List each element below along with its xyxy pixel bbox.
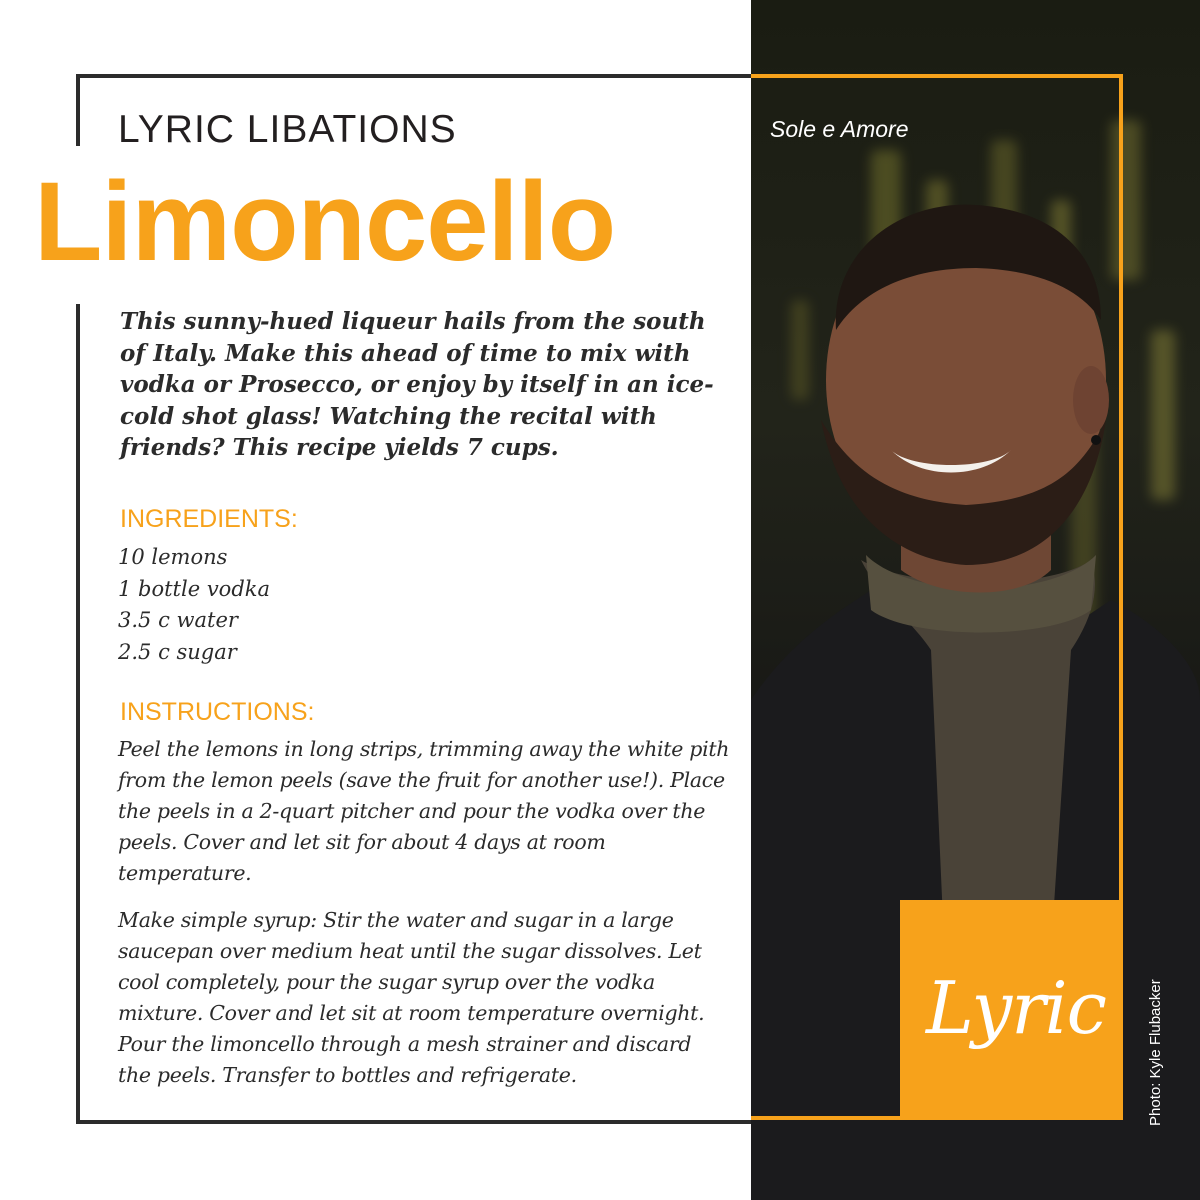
instructions-paragraph: Peel the lemons in long strips, trimming away the white pith from the lemon peels (save the fruit for another use!). Place the peels in a 2-quart pitcher and pour the vodka over the peels. Cover and let sit for about 4 days at room temperature. xyxy=(118,737,730,885)
recipe-intro: This sunny-hued liqueur hails from the south of Italy. Make this ahead of time to mix with vodka or Prosecco, or enjoy by itself in an ice-cold shot glass! Watching the recital with friends? This recipe yields 7 cups. xyxy=(120,308,714,461)
ingredient-item: 3.5 c water xyxy=(118,608,238,632)
frame-left-border-upper xyxy=(76,74,80,146)
instructions-heading: INSTRUCTIONS: xyxy=(120,698,315,726)
recipe-title: Limoncello xyxy=(34,159,616,284)
ingredients-heading: INGREDIENTS: xyxy=(120,505,298,533)
frame-left-border-lower xyxy=(76,304,80,1124)
ingredients-list xyxy=(118,542,270,668)
ingredient-item: 2.5 c sugar xyxy=(118,639,237,664)
instructions-paragraph: Make simple syrup: Stir the water and sugar in a large saucepan over medium heat until the sugar dissolves. Let cool completely, pour the sugar syrup over the vodka mixture. Cover and let sit at room temperature overnight. Pour the limoncello through a mesh strainer and discard the peels. Transfer to bottles and refrigerate. xyxy=(118,908,705,1087)
ingredient-item: 10 lemons xyxy=(118,545,228,569)
section-eyebrow: LYRIC LIBATIONS xyxy=(118,108,457,151)
photo-caption: Sole e Amore xyxy=(770,116,909,142)
photo-credit: Photo: Kyle Flubacker xyxy=(1147,979,1164,1126)
frame-top-border xyxy=(76,74,752,78)
ingredient-item: 1 bottle vodka xyxy=(118,576,271,601)
lyric-logo: Lyric xyxy=(926,966,1106,1050)
